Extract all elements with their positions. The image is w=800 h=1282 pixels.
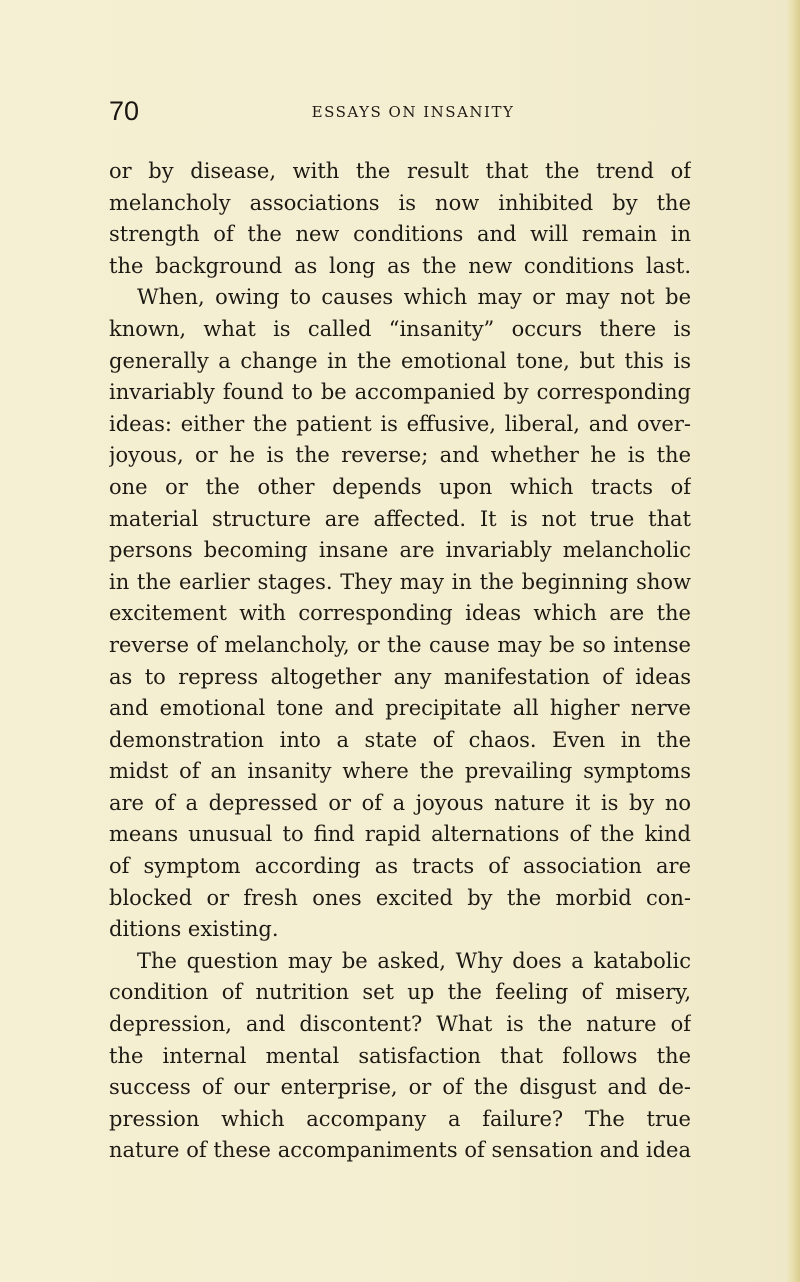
text-line: midst of an insanity where the prevailing symptoms xyxy=(109,759,691,784)
text-line: excitement with corresponding ideas which are the xyxy=(109,601,691,626)
text-line: melancholy associations is now inhibited by the xyxy=(109,190,691,215)
page-header xyxy=(109,94,691,130)
text-line: generally a change in the emotional tone, but this is xyxy=(109,348,691,373)
text-line: condition of nutrition set up the feeling of misery, xyxy=(109,980,691,1005)
text-line: one or the other depends upon which tracts of xyxy=(109,474,691,499)
running-head: ESSAYS ON INSANITY xyxy=(311,103,515,121)
text-line: nature of these accompaniments of sensation and idea xyxy=(109,1138,691,1163)
text-line: When, owing to causes which may or may not be xyxy=(137,285,691,310)
text-line: demonstration into a state of chaos. Even in the xyxy=(109,727,691,752)
text-line: means unusual to find rapid alternations of the kind xyxy=(109,822,691,847)
text-line: joyous, or he is the reverse; and whether he is the xyxy=(109,443,691,468)
text-line: material structure are affected. It is not true that xyxy=(109,506,691,531)
page-edge-shadow xyxy=(786,0,800,1282)
text-line: are of a depressed or of a joyous nature it is by no xyxy=(109,790,691,815)
text-line: the internal mental satisfaction that follows the xyxy=(109,1043,691,1068)
text-line: persons becoming insane are invariably melancholic xyxy=(109,538,691,563)
text-line: depression, and discontent? What is the nature of xyxy=(109,1012,691,1037)
text-line: invariably found to be accompanied by corresponding xyxy=(109,380,691,405)
text-line: pression which accompany a failure? The true xyxy=(109,1106,691,1131)
page-number: 70 xyxy=(109,96,140,126)
body-text xyxy=(109,156,691,1167)
text-line: of symptom according as tracts of association are xyxy=(109,854,691,879)
text-line: and emotional tone and precipitate all higher nerve xyxy=(109,696,691,721)
text-line: ditions existing. xyxy=(109,917,279,942)
text-line: reverse of melancholy, or the cause may be so intense xyxy=(109,632,691,657)
text-line: as to repress altogether any manifestation of ideas xyxy=(109,664,691,689)
text-line: success of our enterprise, or of the disgust and de- xyxy=(109,1075,691,1100)
text-line: blocked or fresh ones excited by the morbid con- xyxy=(109,885,691,910)
text-line: the background as long as the new conditions last. xyxy=(109,253,691,278)
text-line: ideas: either the patient is effusive, liberal, and over- xyxy=(109,411,691,436)
text-line: known, what is called “insanity” occurs there is xyxy=(109,316,691,341)
text-line: strength of the new conditions and will remain in xyxy=(109,222,691,247)
text-line: or by disease, with the result that the trend of xyxy=(109,159,691,183)
text-line: The question may be asked, Why does a katabolic xyxy=(137,948,691,973)
text-line: in the earlier stages. They may in the beginning show xyxy=(109,569,691,594)
